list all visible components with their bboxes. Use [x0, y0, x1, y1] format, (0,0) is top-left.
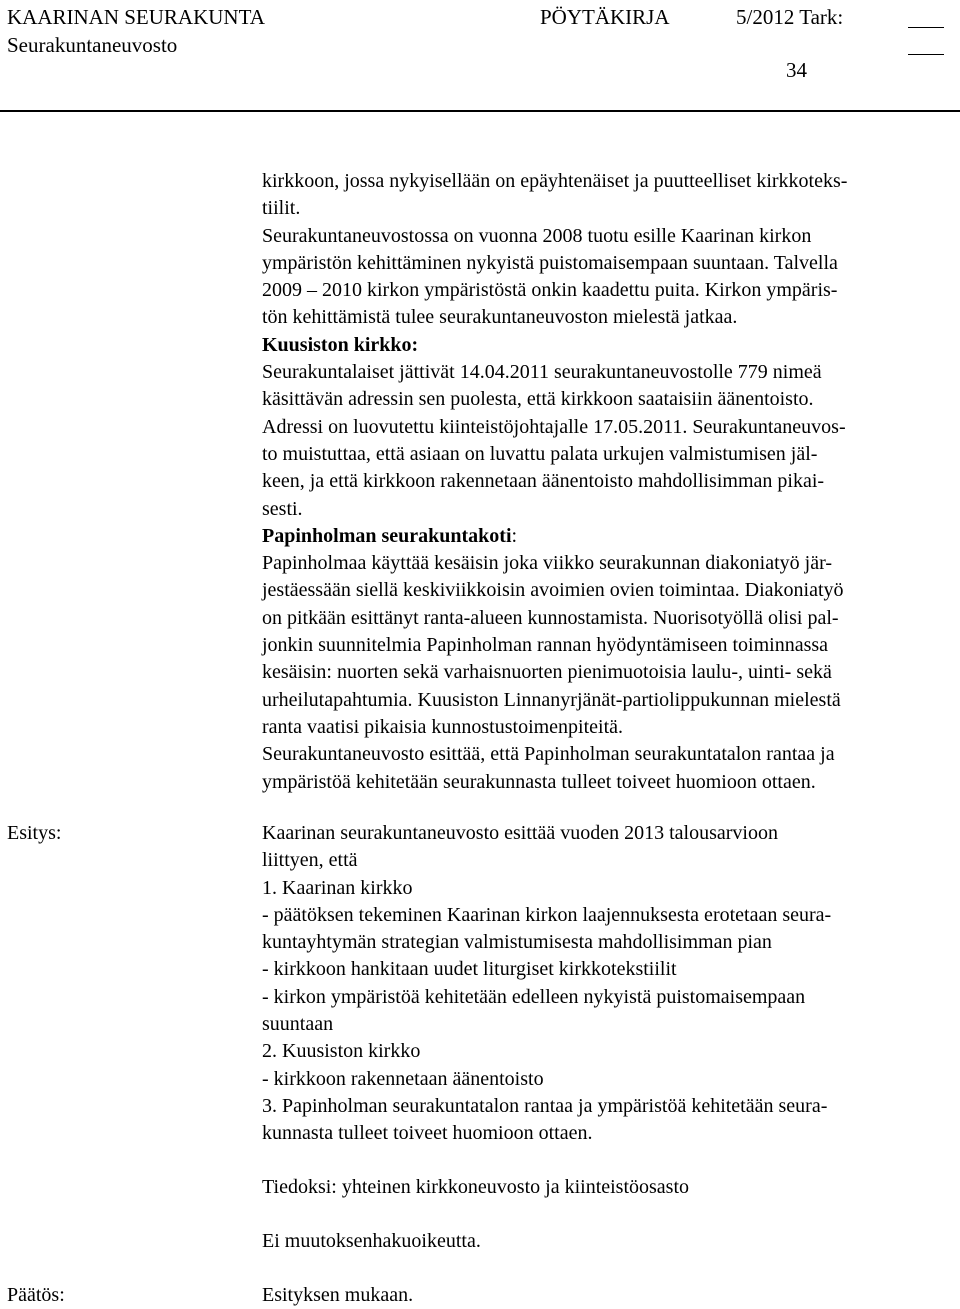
- intro-line: tiilit.: [262, 197, 301, 220]
- paatos-label: Päätös:: [7, 1284, 65, 1306]
- kuusisto-line: Seurakuntalaiset jättivät 14.04.2011 seurakuntaneuvostolle 779 nimeä: [262, 361, 822, 384]
- papinholma-line: ympäristöä kehitetään seurakunnasta tulleet toiveet huomioon ottaen.: [262, 770, 816, 793]
- header-rule: [0, 110, 960, 112]
- tiedoksi-line: Tiedoksi: yhteinen kirkkoneuvosto ja kiinteistöosasto: [262, 1176, 690, 1198]
- papinholma-line: ranta vaatisi pikaisia kunnostustoimenpiteitä.: [262, 715, 624, 738]
- main-body: [262, 168, 954, 796]
- esitys-line: kunnasta tulleet toiveet huomioon ottaen.: [262, 1122, 593, 1145]
- kuusisto-line: Adressi on luovutettu kiinteistöjohtajalle 17.05.2011. Seurakuntaneuvos-: [262, 415, 846, 438]
- esitys-body: [262, 820, 954, 1148]
- intro-line: Seurakuntaneuvostossa on vuonna 2008 tuotu esille Kaarinan kirkon: [262, 224, 812, 247]
- papinholma-line: Papinholmaa käyttää kesäisin joka viikko seurakunnan diakoniatyö jär-: [262, 552, 832, 575]
- no-appeal-line: Ei muutoksenhakuoikeutta.: [262, 1230, 481, 1252]
- intro-line: 2009 – 2010 kirkon ympäristöstä onkin kaadettu puita. Kirkon ympäris-: [262, 279, 838, 302]
- page-number: 34: [786, 58, 807, 82]
- kuusisto-line: käsittävän adressin sen puolesta, että kirkkoon saataisiin äänentoisto.: [262, 388, 814, 411]
- doc-type: PÖYTÄKIRJA: [540, 5, 670, 29]
- esitys-line: liittyen, että: [262, 849, 358, 872]
- intro-line: kirkkoon, jossa nykyisellään on epäyhtenäiset ja puutteelliset kirkkoteks-: [262, 170, 848, 192]
- esitys-line: suuntaan: [262, 1013, 334, 1036]
- esitys-line: 2. Kuusiston kirkko: [262, 1040, 421, 1063]
- esitys-line: 1. Kaarinan kirkko: [262, 876, 413, 899]
- tark-blank-line-2: [908, 54, 944, 55]
- kuusisto-heading: Kuusiston kirkko:: [262, 333, 419, 356]
- esitys-line: kuntayhtymän strategian valmistumisesta mahdollisimman pian: [262, 931, 772, 954]
- esitys-line: - päätöksen tekeminen Kaarinan kirkon laajennuksesta erotetaan seura-: [262, 903, 832, 926]
- papinholma-heading-colon: :: [511, 524, 518, 547]
- esitys-line: 3. Papinholman seurakuntatalon rantaa ja ympäristöä kehitetään seura-: [262, 1094, 828, 1117]
- tark-blank-line: [908, 27, 944, 28]
- org-subtitle: Seurakuntaneuvosto: [7, 33, 178, 57]
- papinholma-line: urheilutapahtumia. Kuusiston Linnanyrjänät-partiolippukunnan mielestä: [262, 688, 841, 711]
- esitys-label: Esitys:: [7, 822, 62, 844]
- org-name: KAARINAN SEURAKUNTA: [7, 5, 265, 29]
- kuusisto-line: keen, ja että kirkkoon rakennetaan äänentoisto mahdollisimman pikai-: [262, 470, 825, 493]
- esitys-line: - kirkkoon hankitaan uudet liturgiset kirkkotekstiilit: [262, 958, 677, 981]
- papinholma-heading-row: [262, 523, 954, 550]
- esitys-line: Kaarinan seurakuntaneuvosto esittää vuoden 2013 talousarvioon: [262, 822, 778, 844]
- papinholma-line: jonkin suunnitelmia Papinholman rannan hyödyntämiseen toiminnassa: [262, 634, 829, 657]
- issue-number: 5/2012 Tark:: [736, 5, 844, 29]
- papinholma-heading: Papinholman seurakuntakoti: [262, 524, 512, 547]
- intro-line: ympäristön kehittäminen nykyistä puistomaisempaan suuntaan. Talvella: [262, 251, 838, 274]
- papinholma-line: jestäessään siellä keskiviikkoisin avoimien ovien toimintaa. Diakoniatyö: [262, 579, 844, 602]
- paatos-text: Esityksen mukaan.: [262, 1284, 414, 1306]
- papinholma-line: on pitkään esittänyt ranta-alueen kunnostamista. Nuorisotyöllä olisi pal-: [262, 606, 839, 629]
- intro-line: tön kehittämistä tulee seurakuntaneuvoston mielestä jatkaa.: [262, 306, 738, 329]
- papinholma-line: Seurakuntaneuvosto esittää, että Papinholman seurakuntatalon rantaa ja: [262, 743, 835, 766]
- esitys-line: - kirkkoon rakennetaan äänentoisto: [262, 1067, 544, 1090]
- papinholma-line: kesäisin: nuorten sekä varhaisnuorten pienimuotoisia laulu-, uinti- sekä: [262, 661, 832, 684]
- esitys-line: - kirkon ympäristöä kehitetään edelleen nykyistä puistomaisempaan: [262, 985, 806, 1008]
- kuusisto-line: to muistuttaa, että asiaan on luvattu palata urkujen valmistumisen jäl-: [262, 442, 818, 465]
- kuusisto-line: sesti.: [262, 497, 303, 520]
